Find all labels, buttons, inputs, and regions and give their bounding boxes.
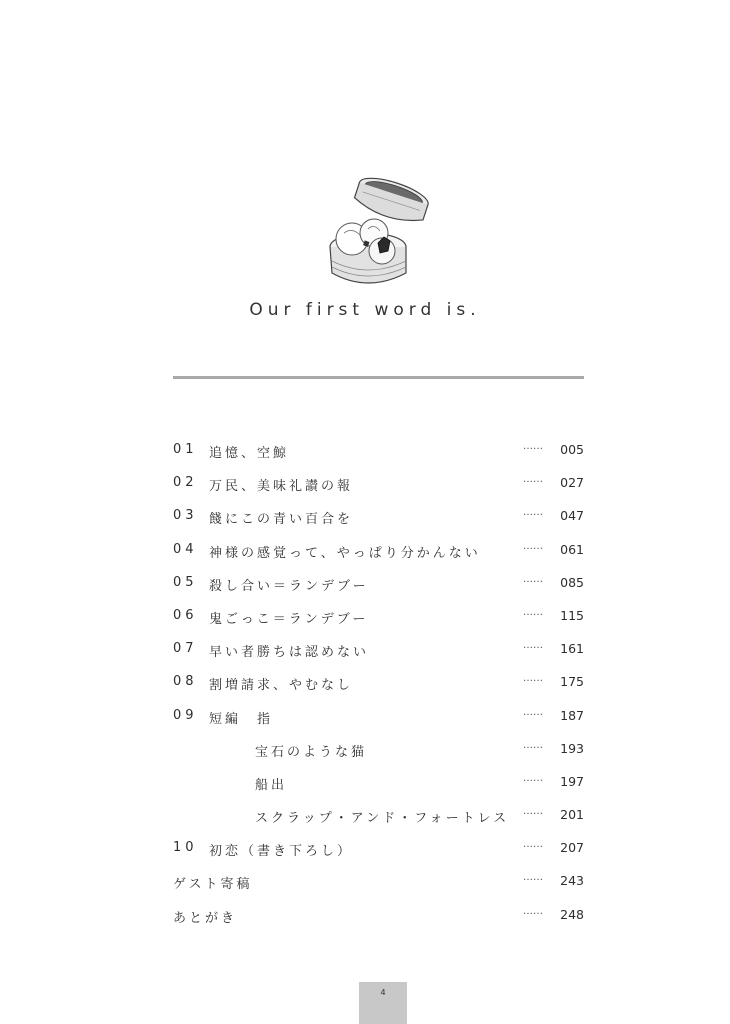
toc-entry (173, 699, 584, 732)
toc-leader: …… (523, 673, 543, 685)
toc-number: 03 (173, 508, 198, 524)
steamer-lid (352, 175, 431, 228)
toc-number: 09 (173, 707, 198, 723)
toc-entry (173, 466, 584, 499)
toc-title: 神様の感覚って、やっぱり分かんない (209, 545, 481, 561)
toc-title: 宝石のような猫 (255, 744, 368, 760)
toc-number: 02 (173, 475, 198, 491)
toc-title: 早い者勝ちは認めない (209, 645, 370, 661)
table-of-contents (173, 433, 584, 931)
toc-page: 248 (560, 906, 584, 922)
toc-leader: …… (523, 905, 543, 917)
toc-page: 201 (560, 807, 584, 823)
toc-leader: …… (523, 739, 543, 751)
toc-entry (173, 898, 584, 931)
toc-entry (173, 632, 584, 665)
toc-entry (173, 566, 584, 599)
toc-page: 187 (560, 707, 584, 723)
toc-title: 初恋（書き下ろし） (209, 844, 354, 860)
toc-entry (173, 665, 584, 698)
toc-entry (173, 831, 584, 864)
page-number-tab (359, 982, 407, 1024)
toc-leader: …… (523, 839, 543, 851)
toc-page: 193 (560, 740, 584, 756)
toc-title: 鬼ごっこ＝ランデブー (209, 611, 369, 627)
toc-page: 175 (560, 674, 584, 690)
toc-title: ゲスト寄稿 (173, 877, 253, 893)
steamer-illustration (320, 175, 438, 293)
toc-sub-entry (173, 765, 584, 798)
toc-title: 短編 指 (209, 711, 274, 727)
toc-number: 04 (173, 541, 198, 557)
toc-title: スクラップ・アンド・フォートレス (255, 811, 510, 827)
toc-leader: …… (523, 872, 543, 884)
toc-page: 207 (560, 840, 584, 856)
toc-title: 餞にこの青い百合を (209, 512, 354, 528)
toc-leader: …… (523, 772, 543, 784)
toc-leader: …… (523, 806, 543, 818)
toc-number: 06 (173, 607, 198, 623)
toc-title: 船出 (255, 777, 288, 793)
book-title: Our first word is. (249, 300, 481, 320)
toc-leader: …… (523, 573, 543, 585)
toc-leader: …… (523, 640, 543, 652)
toc-title: 割増請求、やむなし (209, 678, 354, 694)
toc-page: 243 (560, 873, 584, 889)
toc-number: 05 (173, 574, 198, 590)
toc-leader: …… (523, 441, 543, 452)
toc-number: 08 (173, 674, 198, 690)
toc-leader: …… (523, 706, 543, 718)
toc-leader: …… (523, 606, 543, 618)
toc-number: 07 (173, 641, 198, 657)
divider-line (173, 376, 584, 379)
toc-entry (173, 433, 584, 466)
toc-page: 027 (560, 475, 584, 491)
toc-leader: …… (523, 540, 543, 552)
toc-entry (173, 499, 584, 532)
toc-title: あとがき (173, 910, 238, 926)
toc-title: 追憶、空鯨 (209, 446, 290, 461)
toc-number: 01 (173, 442, 198, 457)
toc-leader: …… (523, 507, 543, 519)
toc-page: 061 (560, 541, 584, 557)
toc-page: 085 (560, 574, 584, 590)
toc-title: 殺し合い＝ランデブー (209, 578, 369, 594)
toc-entry (173, 864, 584, 897)
toc-sub-entry (173, 732, 584, 765)
toc-leader: …… (523, 474, 543, 486)
toc-title: 万民、美味礼讃の報 (209, 479, 354, 495)
toc-page: 197 (560, 773, 584, 789)
toc-number: 10 (173, 840, 198, 856)
steamer-drawing (320, 175, 438, 293)
toc-entry (173, 599, 584, 632)
toc-page: 115 (560, 607, 584, 623)
toc-page: 161 (560, 641, 584, 657)
toc-page: 005 (560, 442, 584, 457)
toc-page: 047 (560, 508, 584, 524)
toc-entry (173, 533, 584, 566)
toc-sub-entry (173, 798, 584, 831)
page-number: 4 (380, 988, 386, 997)
